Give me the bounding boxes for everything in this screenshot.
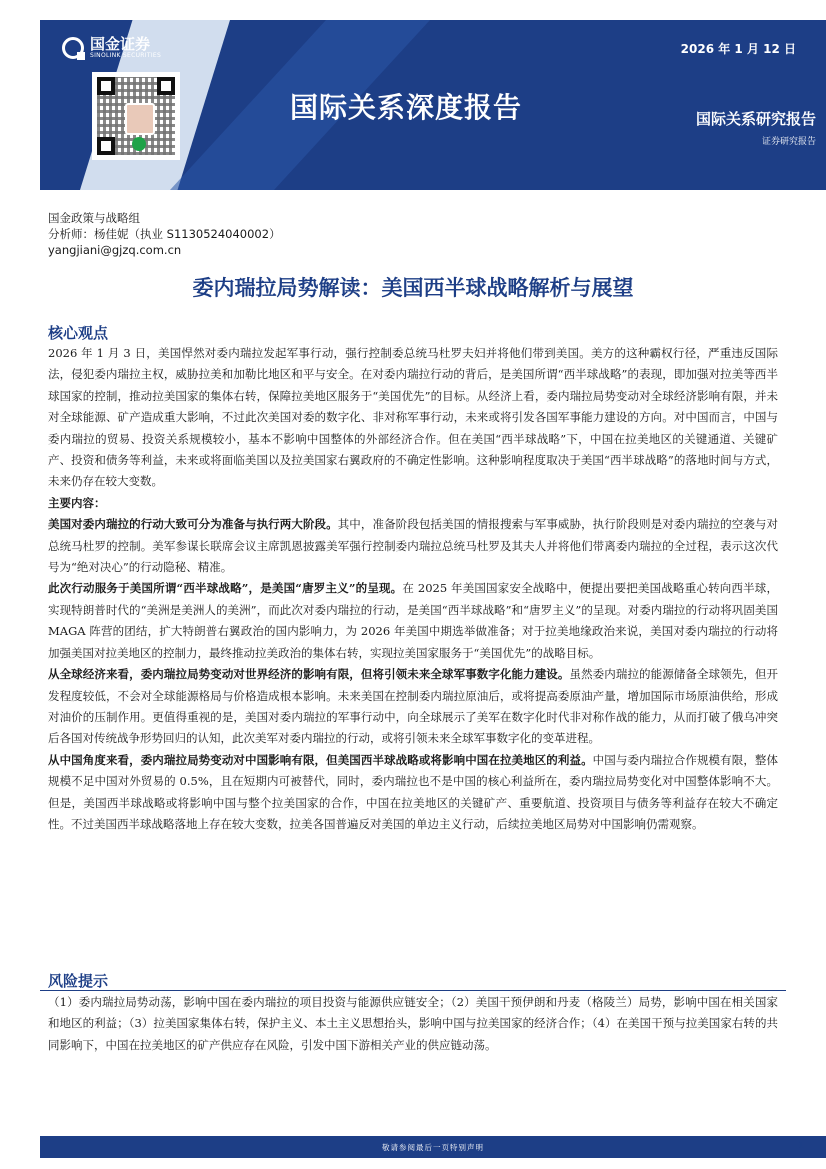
qr-eye — [157, 77, 175, 95]
risk-body — [48, 992, 778, 1056]
analyst: 分析师：杨佳妮（执业 S1130524040002） — [48, 227, 281, 241]
footer-disclaimer[interactable]: 敬请参阅最后一页特别声明 — [382, 1142, 484, 1152]
paragraph-4: 从中国角度来看，委内瑞拉局势变动对中国影响有限，但美国西半球战略或将影响中国在拉美地区的利益。中国与委内瑞拉合作规模有限，整体规模不足中国对外贸易的 0.5%，且在短期内可被替代，同时，委内瑞拉也不是中国的核心利益所在，委内瑞拉局势变化对中国整体影响不大。但是，美国西半球战略或将影响中国与整个拉美国家的合作，中国在拉美地区的关键矿产、重要航道、投资项目与债务等利益存在较大不确定性。不过美国西半球战略落地上存在较大变数，拉美各国普遍反对美国的单边主义行动，后续拉美地区局势对中国影响仍需观察。 — [48, 752, 779, 831]
section-divider — [40, 990, 786, 991]
core-body — [48, 343, 778, 835]
qr-logo-icon — [125, 103, 155, 135]
paragraph-3: 从全球经济来看，委内瑞拉局势变动对世界经济的影响有限，但将引领未来全球军事数字化能力建设。虽然委内瑞拉的能源储备全球领先，但开发程度较低，不会对全球能源格局与价格造成根本影响。未来美国在控制委内瑞拉原油后，或将提高委原油产量，增加国际市场原油供给，形成对油价的压制作用。更值得重视的是，美国对委内瑞拉的军事行动中，向全球展示了美军在数字化时代非对称作战的能力，从而打破了俄乌冲突后各国对传统战争形势回归的认知，此次美军对委内瑞拉的行动，或将引领未来全球军事数字化的变革进程。 — [48, 667, 779, 746]
report-date: 2026 年 1 月 12 日 — [680, 42, 796, 56]
page-number: 1 — [798, 1141, 804, 1151]
author-info — [48, 210, 281, 258]
company-name-en: SINOLINK SECURITIES — [90, 52, 162, 59]
main-content-label: 主要内容： — [48, 495, 106, 510]
logo-icon — [62, 37, 84, 59]
report-series-title: 国际关系深度报告 — [290, 91, 523, 124]
document-title: 委内瑞拉局势解读：美国西半球战略解析与展望 — [192, 276, 634, 300]
report-type: 国际关系研究报告 — [695, 110, 816, 128]
footer-bar — [40, 1136, 826, 1158]
research-group: 国金政策与战略组 — [48, 211, 140, 225]
core-heading: 核心观点 — [48, 324, 109, 342]
qr-code — [92, 72, 180, 160]
company-logo — [62, 36, 161, 60]
risk-text: （1）委内瑞拉局势动荡，影响中国在委内瑞拉的项目投资与能源供应链安全；（2）美国干预伊朗和丹麦（格陵兰）局势，影响中国在相关国家和地区的利益；（3）拉美国家集体右转，保护主义、本土主义思想抬头，影响中国与拉美国家的经济合作；（4）在美国干预与拉美国家右转的共同影响下，中国在拉美地区的矿产供应存在风险，引发中国下游相关产业的供应链动荡。 — [48, 995, 778, 1052]
qr-eye — [97, 137, 115, 155]
report-subtype: 证券研究报告 — [761, 137, 816, 147]
risk-heading: 风险提示 — [48, 972, 109, 990]
paragraph-1: 美国对委内瑞拉的行动大致可分为准备与执行两大阶段。其中，准备阶段包括美国的情报搜索与军事威胁，执行阶段则是对委内瑞拉的空袭与对总统马杜罗的控制。美军参谋长联席会议主席凯恩披露美军强行控制委内瑞拉总统马杜罗及其夫人并将他们带离委内瑞拉的全过程，表示这次代号为“绝对决心”的行动隐秘、精准。 — [48, 517, 778, 575]
company-name-cn: 国金证券 — [90, 35, 151, 53]
wechat-icon — [132, 137, 146, 151]
core-intro: 2026 年 1 月 3 日，美国悍然对委内瑞拉发起军事行动，强行控制委总统马杜罗夫妇并将他们带到美国。美方的这种霸权行径，严重违反国际法，侵犯委内瑞拉主权，威胁拉美和加勒比地区和平与安全。在对委内瑞拉行动的背后，是美国所谓“西半球战略”的表现，即加强对拉美等西半球国家的控制，推动拉美国家的集体右转，保障拉美地区服务于“美国优先”的目标。从经济上看，委内瑞拉局势变动对全球经济影响有限，并未对全球能源、矿产造成重大影响，不过此次美国对委的数字化、非对称军事行动，未来或将引发各国军事能力建设的方向。对中国而言，中国与委内瑞拉的贸易、投资关系规模较小，基本不影响中国整体的外部经济合作。但在美国“西半球战略”下，中国在拉美地区的关键通道、关键矿产、投资和债务等利益，未来或将面临美国以及拉美国家右翼政府的不确定性影响。这种影响程度取决于美国“西半球战略”的落地时间与方式，未来仍存在较大变数。 — [48, 346, 778, 489]
qr-eye — [97, 77, 115, 95]
report-header — [0, 0, 826, 190]
analyst-email[interactable]: yangjiani@gjzq.com.cn — [48, 243, 182, 257]
paragraph-2: 此次行动服务于美国所谓“西半球战略”，是美国“唐罗主义”的呈现。在 2025 年美国国家安全战略中，便提出要把美国战略重心转向西半球，实现特朗普时代的“美洲是美洲人的美洲”，而此次对委内瑞拉的行动，是美国“西半球战略”和“唐罗主义”的呈现。对委内瑞拉的行动将巩固美国 MAGA 阵营的团结，扩大特朗普右翼政治的国内影响力，为 2026 年美国中期选举做准备；对于拉美地缘政治来说，美国对委内瑞拉的行动将加强美国对拉美地区的控制力，最终推动拉美政治的集体右转，实现拉美国家服务于“美国优先”的战略目标。 — [48, 581, 778, 660]
